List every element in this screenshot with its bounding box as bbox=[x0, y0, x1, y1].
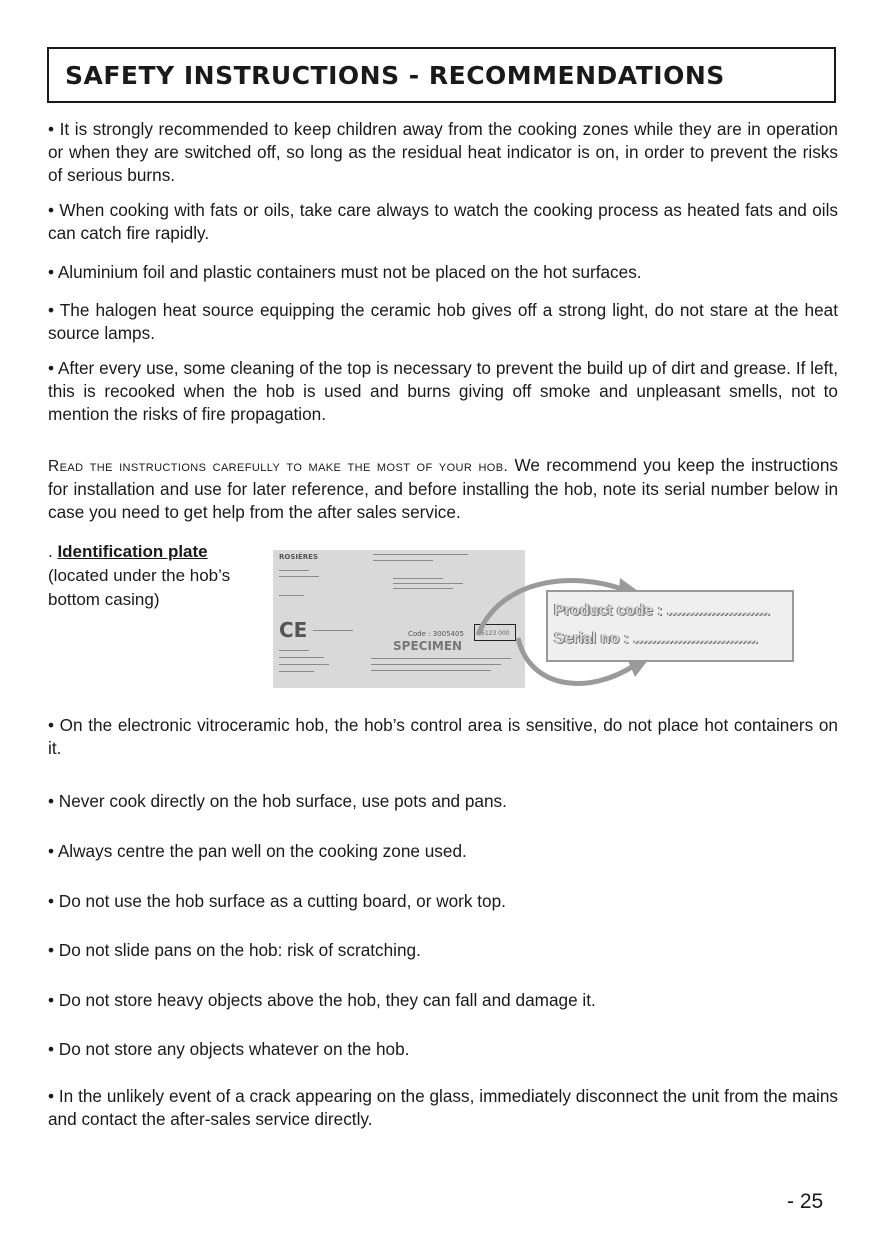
product-code-line: Product code : ........................ bbox=[554, 602, 771, 619]
usage-paragraph: • Do not slide pans on the hob: risk of scratching. bbox=[48, 940, 421, 960]
specimen-stamp: SPECIMEN bbox=[393, 639, 463, 653]
page-title: SAFETY INSTRUCTIONS - RECOMMENDATIONS bbox=[65, 61, 725, 90]
usage-paragraph: • Always centre the pan well on the cooking zone used. bbox=[48, 841, 467, 861]
usage-paragraph: • Do not use the hob surface as a cutting board, or work top. bbox=[48, 891, 506, 911]
read-instructions-rest: We recommend you keep the instructions for installation and use for later reference, and before installing the hob, note its serial number below in case you need to get help from the after sales service. bbox=[48, 455, 839, 522]
plate-code: Code : 3005405 bbox=[408, 630, 464, 638]
safety-paragraph: • Aluminium foil and plastic containers must not be placed on the hot surfaces. bbox=[48, 262, 642, 282]
identification-label: . Identification plate (located under the hob’s bottom casing) bbox=[48, 542, 231, 609]
usage-paragraph: • Never cook directly on the hob surface, use pots and pans. bbox=[48, 791, 507, 811]
safety-paragraph: • When cooking with fats or oils, take care always to watch the cooking process as heated fats and oils can catch fire rapidly. bbox=[48, 200, 838, 243]
usage-paragraph: • On the electronic vitroceramic hob, the hob’s control area is sensitive, do not place hot containers on it. bbox=[48, 715, 838, 758]
safety-paragraph: • The halogen heat source equipping the ceramic hob gives off a strong light, do not stare at the heat source lamps. bbox=[48, 300, 838, 343]
page-number: - 25 bbox=[787, 1190, 824, 1213]
identification-heading: Identification plate bbox=[57, 542, 208, 561]
serial-number-highlight: 6123 000 bbox=[474, 624, 516, 641]
title-box bbox=[47, 47, 836, 103]
safety-paragraph: • After every use, some cleaning of the top is necessary to prevent the build up of dirt and grease. If left, this is recooked when the hob is used and burns giving off smoke and unpleasant smells, not to mention the risks of fire propagation. bbox=[48, 358, 838, 424]
plate-brand: ROSIÈRES bbox=[279, 553, 318, 561]
safety-paragraph: • It is strongly recommended to keep children away from the cooking zones while they are in operation or when they are switched off, so long as the residual heat indicator is on, in order to prevent the risks of serious burns. bbox=[48, 119, 838, 185]
read-instructions-lead: Read the instructions carefully to make the most of your hob. bbox=[48, 458, 509, 475]
usage-paragraph: • In the unlikely event of a crack appearing on the glass, immediately disconnect the unit from the mains and contact the after-sales service directly. bbox=[48, 1086, 838, 1129]
ce-mark: CE bbox=[279, 618, 308, 642]
usage-paragraph: • Do not store any objects whatever on the hob. bbox=[48, 1039, 410, 1059]
product-code-box bbox=[546, 590, 794, 662]
identification-note: (located under the hob’s bottom casing) bbox=[48, 566, 231, 609]
read-instructions-paragraph bbox=[48, 454, 838, 524]
usage-paragraph: • Do not store heavy objects above the hob, they can fall and damage it. bbox=[48, 990, 596, 1010]
serial-number-line: Serial no : ............................. bbox=[554, 630, 759, 647]
